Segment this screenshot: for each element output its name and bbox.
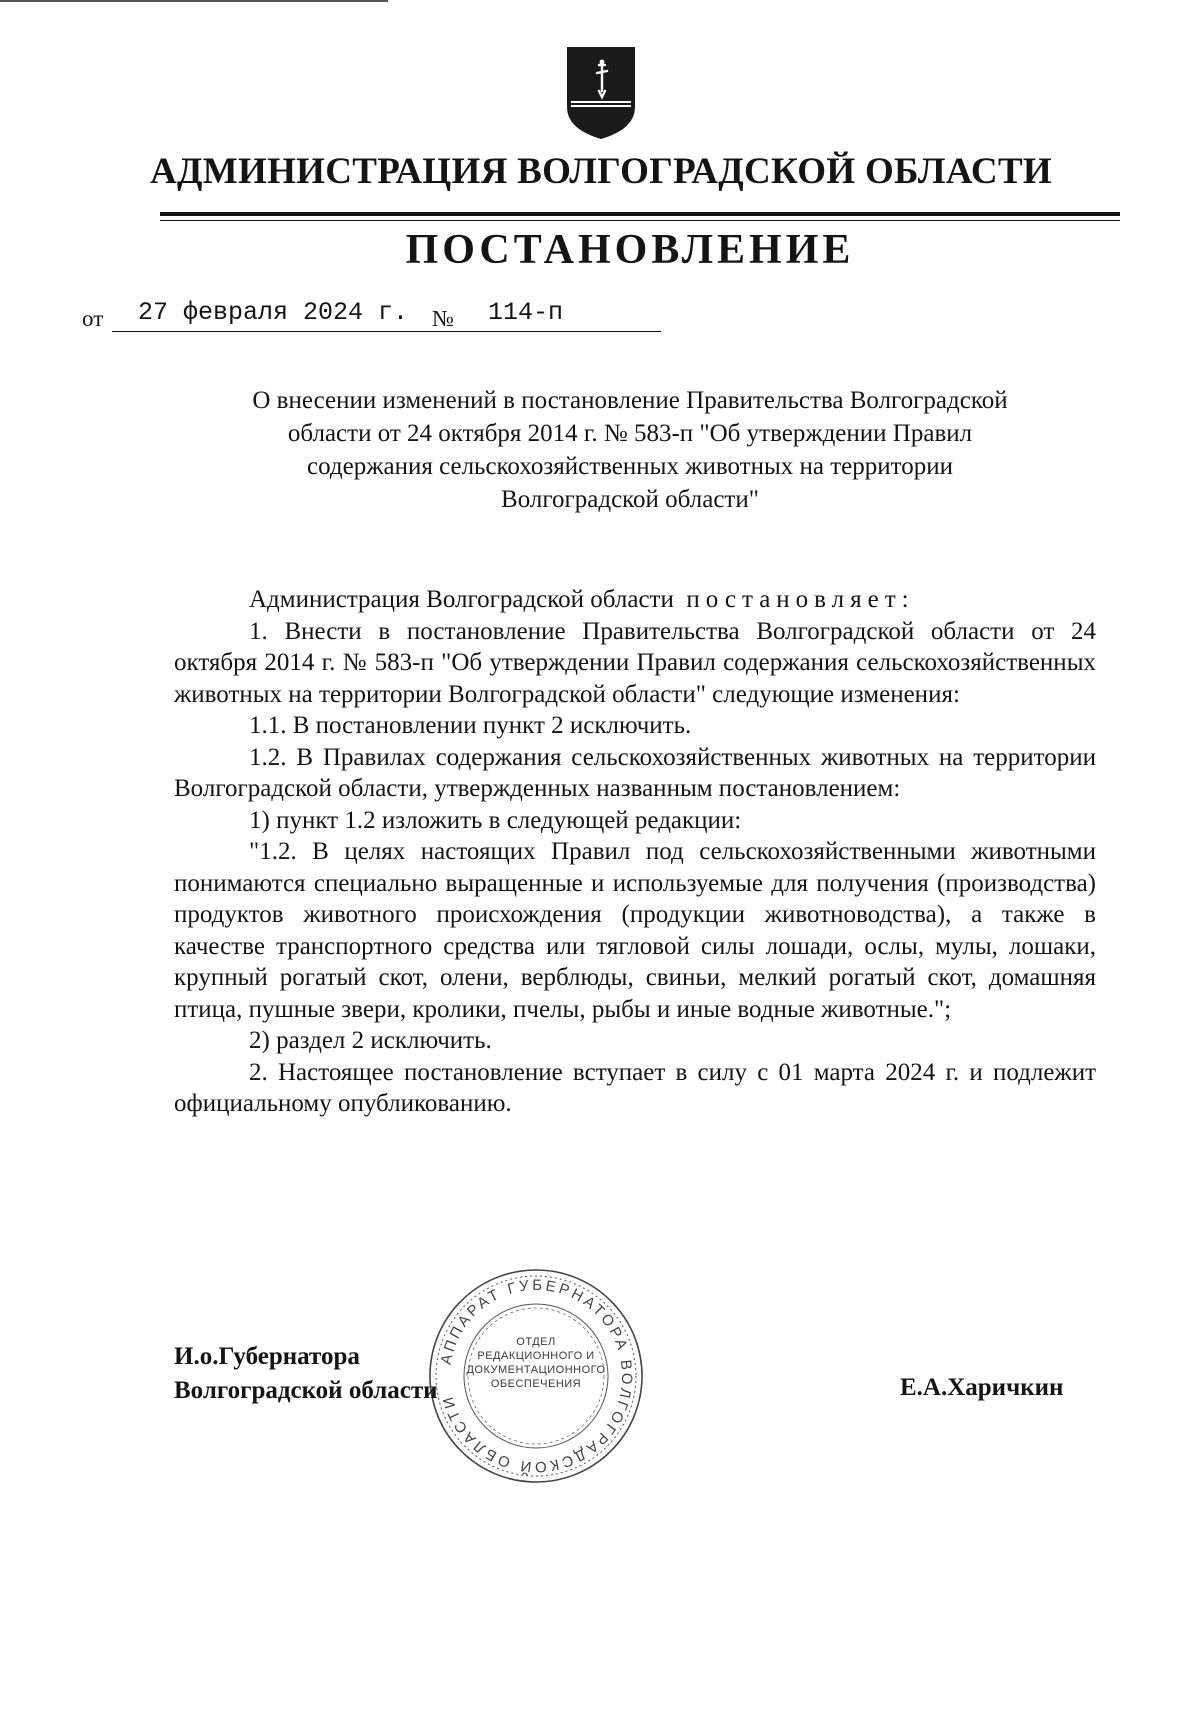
signatory-position: [174, 1340, 438, 1408]
header-rule-thin: [160, 220, 1120, 221]
paragraph-1-1: 1.1. В постановлении пункт 2 исключить.: [249, 712, 692, 739]
document-body: [174, 584, 1096, 1120]
stamp-line: ОТДЕЛ: [516, 1336, 556, 1348]
intro-action: постановляет:: [686, 586, 915, 613]
svg-text:АППАРАТ ГУБЕРНАТОРА ВОЛГОГРАДС: АППАРАТ ГУБЕРНАТОРА ВОЛГОГРАДСКОЙ ОБЛАСТИ: [437, 1276, 636, 1476]
document-date: 27 февраля 2024 г.: [138, 298, 409, 327]
signatory-name: Е.А.Харичкин: [900, 1374, 1064, 1401]
organization-name: АДМИНИСТРАЦИЯ ВОЛГОГРАДСКОЙ ОБЛАСТИ: [150, 151, 1053, 192]
paragraph-1-2-item-2: 2) раздел 2 исключить.: [249, 1027, 492, 1054]
header-rule-thick: [160, 212, 1120, 216]
paragraph-1: 1. Внести в постановление Правительства Волгоградской области от 24 октября 2014 г. № 583-п "Об утверждении Правил содержания сельскохозяйственных животных на территории Волгоградской области" следующие изменения:: [174, 617, 1096, 708]
number-prefix: №: [432, 306, 454, 331]
title-line: области от 24 октября 2014 г. № 583-п "Об утверждении Правил: [287, 420, 973, 447]
document-number: 114-п: [488, 298, 564, 327]
intro-paragraph: [174, 584, 1096, 616]
stamp-line: ОБЕСПЕЧЕНИЯ: [490, 1378, 582, 1390]
intro-subject: Администрация Волгоградской области: [249, 586, 674, 613]
stamp-line: ДОКУМЕНТАЦИОННОГО: [466, 1364, 606, 1376]
date-number-line: [82, 298, 682, 338]
title-line: содержания сельскохозяйственных животных на территории: [307, 453, 953, 480]
date-prefix: от: [82, 306, 104, 331]
title-line: О внесении изменений в постановление Правительства Волгоградской: [252, 387, 1008, 414]
stamp-inner-text: [465, 1335, 607, 1391]
official-stamp: [425, 1265, 647, 1487]
paragraph-1-2-item-1: 1) пункт 1.2 изложить в следующей редакции:: [249, 806, 742, 834]
position-line-2: Волгоградской области: [174, 1377, 438, 1404]
quoted-definition: "1.2. В целях настоящих Правил под сельскохозяйственными животными понимаются специально выращенные и используемые для получения (производства) продуктов животного происхождения (продукции животноводства), а также в качестве транспортного средства или тягловой силы лошади, ослы, мулы, лошаки, крупный рогатый скот, олени, верблюды, свиньи, мелкий рогатый скот, домашняя птица, пушные звери, кролики, пчелы, рыбы и иные водные животные.";: [174, 838, 1096, 1023]
number-underline: [463, 331, 661, 332]
paragraph-2: 2. Настоящее постановление вступает в силу с 01 марта 2024 г. и подлежит официальному опубликованию.: [174, 1058, 1096, 1117]
document-title: [180, 384, 1080, 516]
stamp-line: РЕДАКЦИОННОГО И: [477, 1350, 595, 1362]
volgograd-coat-of-arms-icon: [565, 45, 637, 141]
title-line: Волгоградской области": [501, 486, 759, 513]
document-type: ПОСТАНОВЛЕНИЕ: [405, 227, 855, 273]
scan-edge-line: [0, 0, 388, 2]
paragraph-1-2: 1.2. В Правилах содержания сельскохозяйственных животных на территории Волгоградской области, утвержденных названным постановлением:: [174, 743, 1096, 802]
position-line-1: И.о.Губернатора: [174, 1343, 360, 1370]
